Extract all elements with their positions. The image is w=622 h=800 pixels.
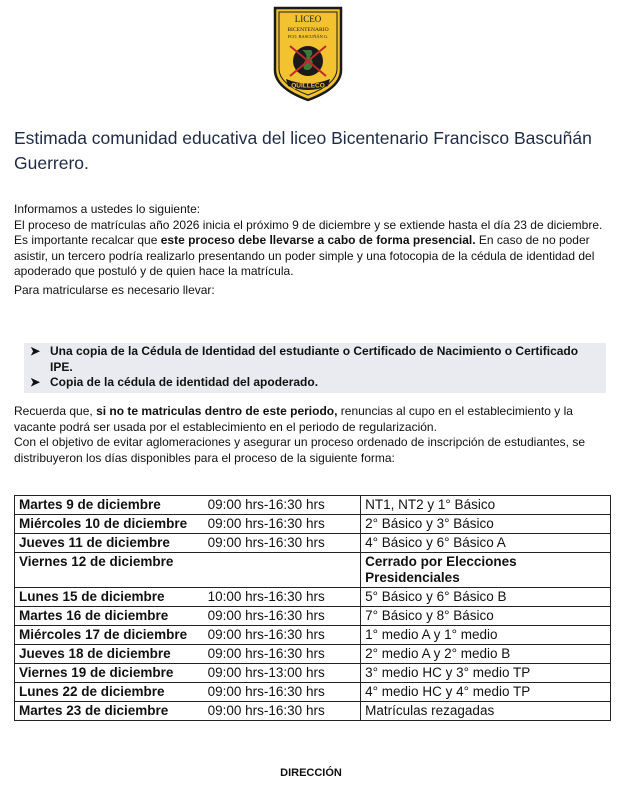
day-cell: Jueves 11 de diciembre: [15, 534, 204, 553]
time-cell: 09:00 hrs-16:30 hrs: [204, 496, 361, 515]
day-cell: Lunes 22 de diciembre: [15, 683, 204, 702]
table-row: [15, 702, 611, 721]
levels-cell: 5° Básico y 6° Básico B: [361, 588, 611, 607]
arrow-bullet-icon: ➤: [30, 375, 41, 389]
table-row: [15, 588, 611, 607]
intro-line-3-post: En caso de no poder asistir, un tercero podría realizarlo presentando un poder simple y una fotocopia de la cédula de identidad del apoderado que postuló y de quien hace la matrícula.: [14, 233, 595, 278]
signature-direccion: DIRECCIÓN: [280, 767, 342, 779]
levels-cell: NT1, NT2 y 1° Básico: [361, 496, 611, 515]
time-cell: 09:00 hrs-16:30 hrs: [204, 534, 361, 553]
intro-line-2: El proceso de matrículas año 2026 inicia el próximo 9 de diciembre y se extiende hasta el día 23 de diciembre.: [14, 217, 603, 232]
table-row: [15, 534, 611, 553]
table-row: [15, 607, 611, 626]
day-cell: Martes 23 de diciembre: [15, 702, 204, 721]
table-row: [15, 515, 611, 534]
levels-cell: 3° medio HC y 3° medio TP: [361, 664, 611, 683]
table-row: [15, 664, 611, 683]
table-row: [15, 645, 611, 664]
intro-text: [14, 202, 612, 298]
time-cell: 09:00 hrs-13:00 hrs: [204, 664, 361, 683]
logo-text-bicentenario: BICENTENARIO: [287, 27, 329, 33]
levels-cell: 4° Básico y 6° Básico A: [361, 534, 611, 553]
logo-text-quilleco: QUILLECO: [291, 82, 325, 90]
schedule-table: [14, 495, 611, 721]
logo-text-liceo: LICEO: [294, 14, 322, 24]
table-row: [15, 683, 611, 702]
notice-text: [14, 404, 612, 466]
time-cell: 09:00 hrs-16:30 hrs: [204, 702, 361, 721]
day-cell: Jueves 18 de diciembre: [15, 645, 204, 664]
day-cell: Lunes 15 de diciembre: [15, 588, 204, 607]
school-crest-icon: [272, 6, 344, 102]
intro-line-1: Informamos a ustedes lo siguiente:: [14, 202, 201, 216]
intro-line-3: [14, 233, 612, 280]
time-cell: 10:00 hrs-16:30 hrs: [204, 588, 361, 607]
page-title: Estimada comunidad educativa del liceo Bicentenario Francisco Bascuñán Guerrero.: [14, 128, 592, 173]
time-cell: 09:00 hrs-16:30 hrs: [204, 683, 361, 702]
intro-line-4: Para matricularse es necesario llevar:: [14, 282, 215, 297]
day-cell: Martes 16 de diciembre: [15, 607, 204, 626]
notice-line-1: [14, 404, 612, 435]
requirement-text: Copia de la cédula de identidad del apoderado.: [50, 375, 319, 389]
levels-cell: 4° medio HC y 4° medio TP: [361, 683, 611, 702]
notice-post: renuncias al cupo en el establecimiento y la vacante podrá ser usada por el establecimiento en el periodo de regularización.: [14, 404, 573, 434]
list-item: [24, 344, 606, 375]
levels-cell: Matrículas rezagadas: [361, 702, 611, 721]
day-cell: Miércoles 10 de diciembre: [15, 515, 204, 534]
time-cell: 09:00 hrs-16:30 hrs: [204, 607, 361, 626]
table-row: [15, 496, 611, 515]
levels-cell: 2° medio A y 2° medio B: [361, 645, 611, 664]
table-row: [15, 553, 611, 588]
day-cell: Viernes 12 de diciembre: [15, 553, 204, 588]
arrow-bullet-icon: ➤: [30, 344, 41, 358]
time-cell: 09:00 hrs-16:30 hrs: [204, 626, 361, 645]
day-cell: Martes 9 de diciembre: [15, 496, 204, 515]
table-row: [15, 626, 611, 645]
levels-cell: 1° medio A y 1° medio: [361, 626, 611, 645]
intro-line-3-bold: este proceso debe llevarse a cabo de forma presencial.: [160, 233, 476, 247]
intro-line-3-pre: Es importante recalcar que: [14, 233, 161, 247]
logo-text-name: FCO. BASCUÑÁN G.: [287, 34, 329, 39]
time-cell: [204, 553, 361, 588]
time-cell: 09:00 hrs-16:30 hrs: [204, 645, 361, 664]
notice-line-2: Con el objetivo de evitar aglomeraciones y asegurar un proceso ordenado de inscripción de estudiantes, se distribuyeron los días disponibles para el proceso de la siguiente forma:: [14, 435, 586, 465]
levels-cell: Cerrado por Elecciones Presidenciales: [361, 553, 611, 588]
levels-cell: 2° Básico y 3° Básico: [361, 515, 611, 534]
requirement-text: Una copia de la Cédula de Identidad del estudiante o Certificado de Nacimiento o Certificado IPE.: [50, 344, 579, 374]
day-cell: Viernes 19 de diciembre: [15, 664, 204, 683]
list-item: [24, 375, 606, 391]
requirements-list: [24, 343, 606, 393]
notice-bold: si no te matriculas dentro de este periodo,: [96, 404, 338, 418]
time-cell: 09:00 hrs-16:30 hrs: [204, 515, 361, 534]
notice-pre: Recuerda que,: [14, 404, 97, 418]
levels-cell: 7° Básico y 8° Básico: [361, 607, 611, 626]
day-cell: Miércoles 17 de diciembre: [15, 626, 204, 645]
school-logo: [272, 6, 344, 102]
